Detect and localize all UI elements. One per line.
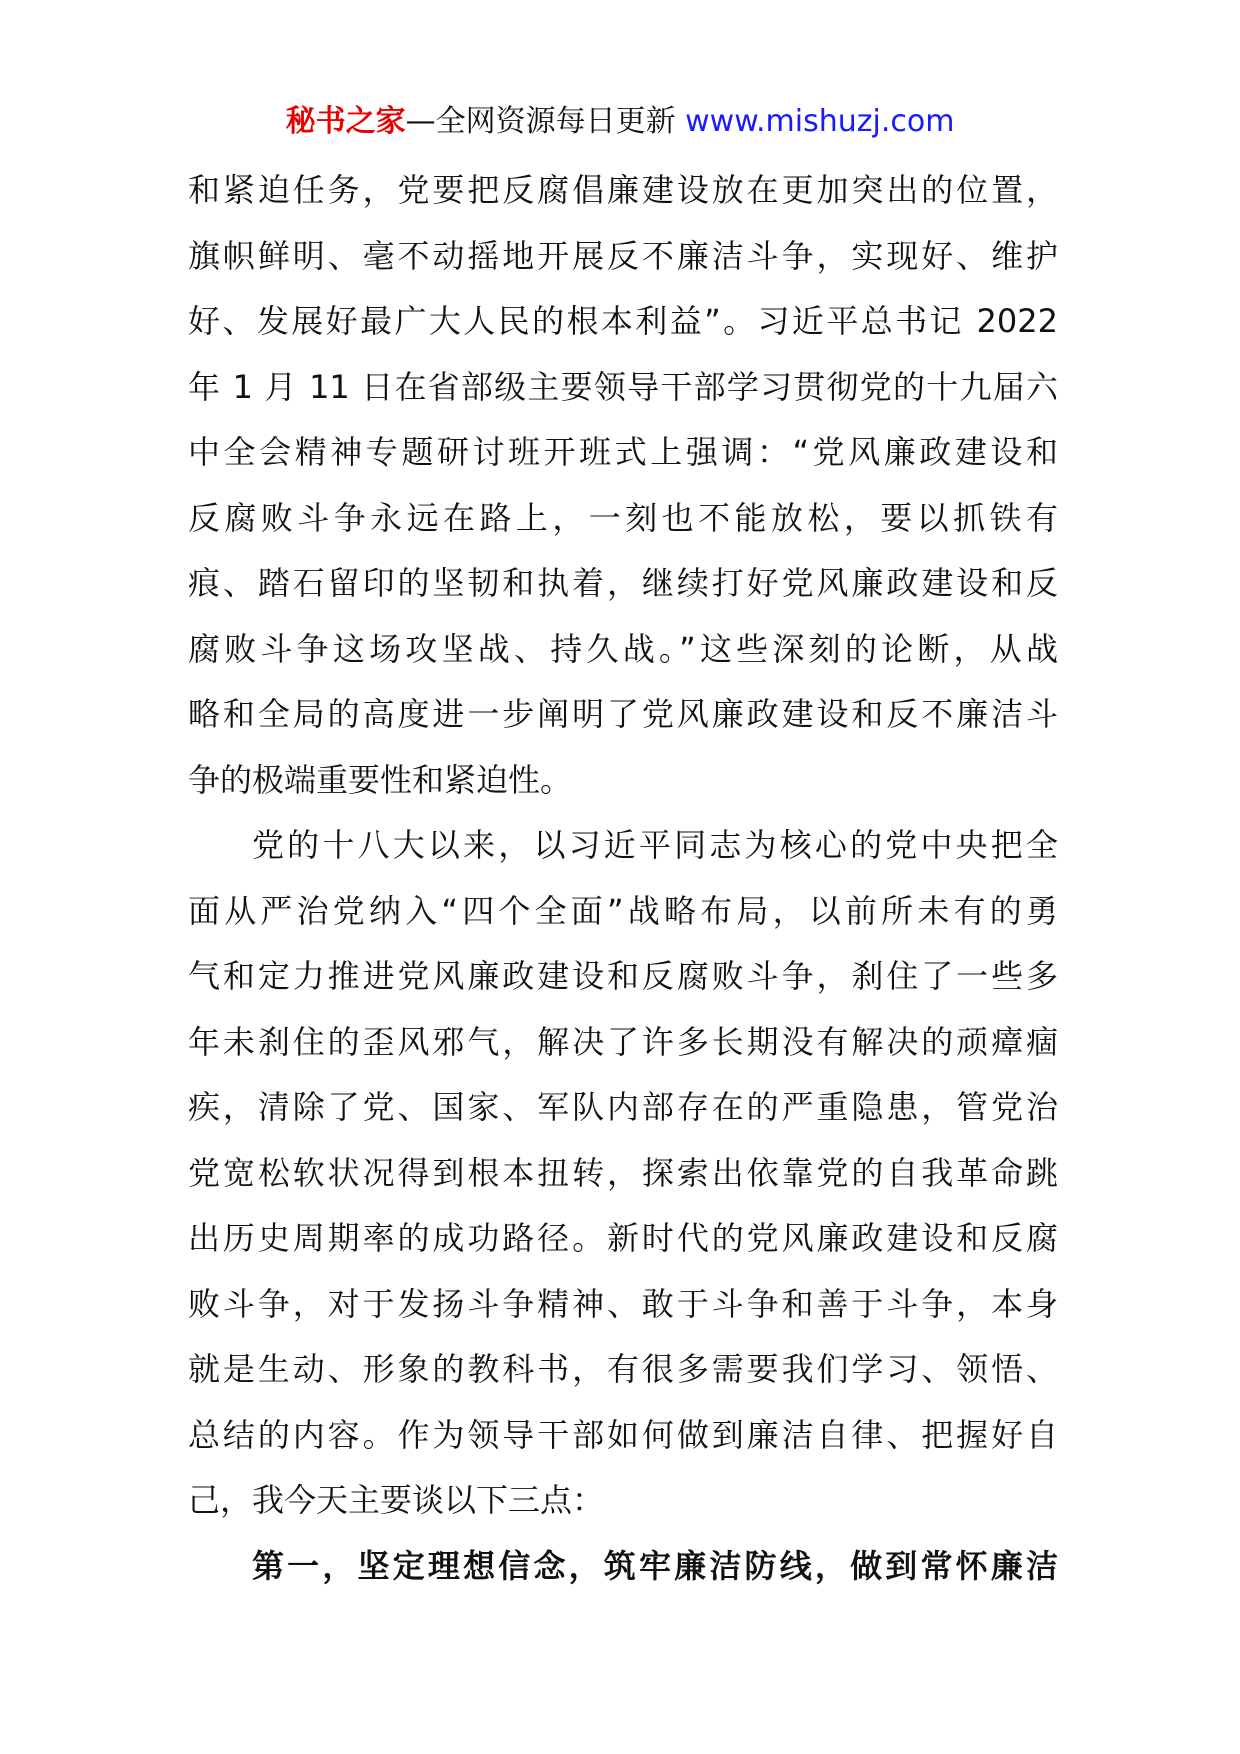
paragraph	[188, 158, 1058, 813]
text-line: 面从严治党纳入“四个全面”战略布局，以前所未有的勇	[188, 891, 1058, 930]
text-line: 和紧迫任务，党要把反腐倡廉建设放在更加突出的位置，	[188, 171, 1058, 209]
text-line: 痕、踏石留印的坚韧和执着，继续打好党风廉政建设和反	[188, 564, 1058, 602]
document-body	[188, 158, 1058, 1599]
brand-name: 秘书之家	[285, 104, 406, 139]
text-line: 好、发展好最广大人民的根本利益”。习近平总书记 2022	[188, 302, 1058, 340]
text-line: 年未刹住的歪风邪气，解决了许多长期没有解决的顽瘴痼	[188, 1022, 1058, 1061]
text-line: 疾，清除了党、国家、军队内部存在的严重隐患，管党治	[188, 1088, 1058, 1126]
text-line: 腐败斗争这场攻坚战、持久战。”这些深刻的论断，从战	[188, 629, 1058, 668]
text-line: 中全会精神专题研讨班开班式上强调：“党风廉政建设和	[188, 433, 1058, 471]
site-header	[0, 102, 1240, 142]
text-line: 出历史周期率的成功路径。新时代的党风廉政建设和反腐	[188, 1219, 1058, 1257]
paragraph	[188, 1534, 1058, 1600]
text-line: 略和全局的高度进一步阐明了党风廉政建设和反不廉洁斗	[188, 695, 1058, 733]
section-heading-line: 第一，坚定理想信念，筑牢廉洁防线，做到常怀廉洁	[252, 1546, 1058, 1585]
header-tagline: —全网资源每日更新	[405, 104, 686, 139]
paragraph	[188, 813, 1058, 1534]
text-line: 就是生动、形象的教科书，有很多需要我们学习、领悟、	[188, 1350, 1058, 1388]
text-line: 己，我今天主要谈以下三点：	[188, 1481, 605, 1519]
text-line: 反腐败斗争永远在路上，一刻也不能放松，要以抓铁有	[188, 498, 1058, 537]
text-line: 年 1 月 11 日在省部级主要领导干部学习贯彻党的十九届六	[188, 367, 1058, 406]
site-url-link[interactable]: www.mishuzj.com	[685, 104, 955, 139]
text-line: 旗帜鲜明、毫不动摇地开展反不廉洁斗争，实现好、维护	[188, 236, 1058, 275]
text-line: 败斗争，对于发扬斗争精神、敢于斗争和善于斗争，本身	[188, 1284, 1058, 1323]
text-line: 争的极端重要性和紧迫性。	[188, 760, 573, 799]
text-line: 总结的内容。作为领导干部如何做到廉洁自律、把握好自	[188, 1415, 1058, 1454]
text-line: 党的十八大以来，以习近平同志为核心的党中央把全	[252, 826, 1058, 864]
text-line: 党宽松软状况得到根本扭转，探索出依靠党的自我革命跳	[188, 1153, 1058, 1192]
text-line: 气和定力推进党风廉政建设和反腐败斗争，刹住了一些多	[188, 957, 1058, 995]
